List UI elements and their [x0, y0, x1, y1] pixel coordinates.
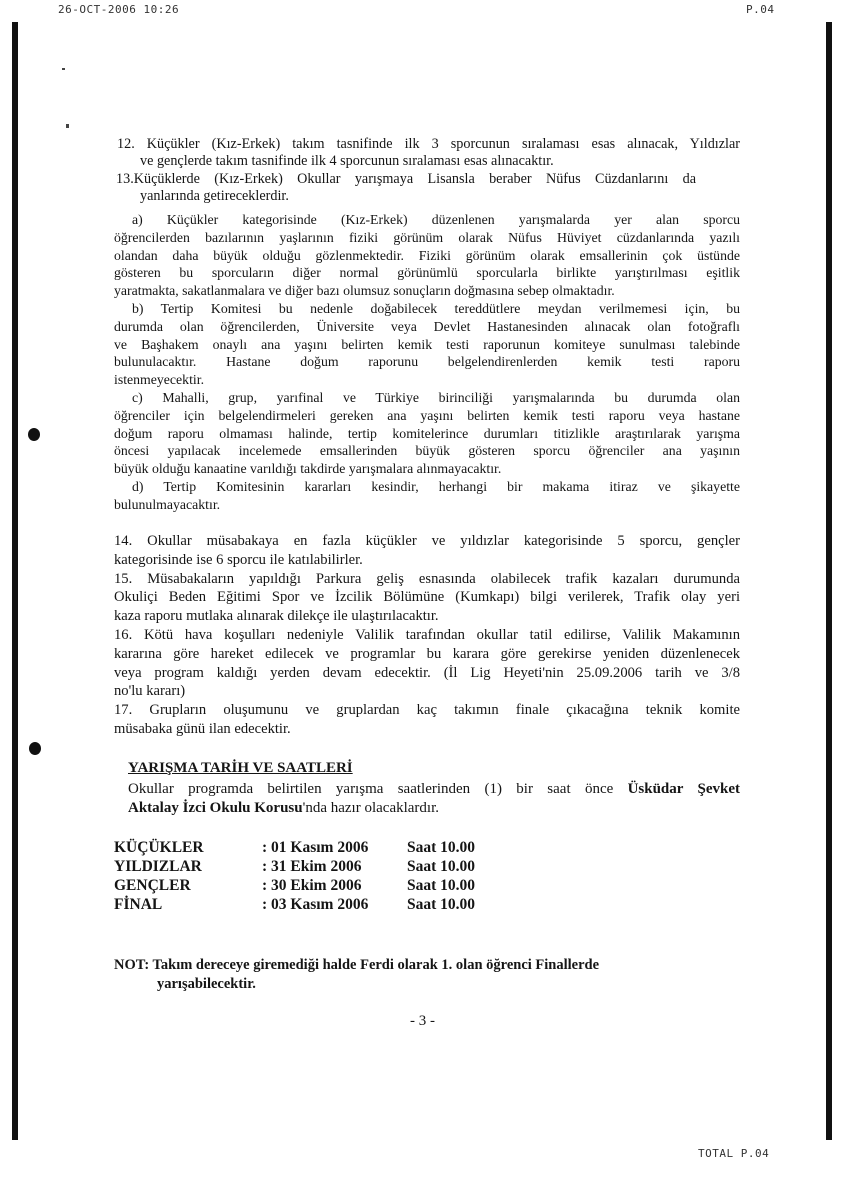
note: [114, 956, 754, 994]
schedule-time: Saat 10.00: [407, 839, 476, 856]
item-15-line-3: kaza raporu mutlaka alınarak dilekçe ile ulaştırılacaktır.: [114, 608, 439, 625]
para-a-line-3: olandan daha büyük olduğu gözlenmektedir. Fiziki görünüm olarak emsallerinin çok üstünde: [114, 247, 740, 263]
item-14-line-2: kategorisinde ise 6 sporcu ile katılabilirler.: [114, 551, 363, 568]
schedule-category: FİNAL: [114, 896, 163, 913]
schedule-category: KÜÇÜKLER: [114, 839, 204, 856]
item-12-line-2: ve gençlerde takım tasnifinde ilk 4 sporcunun sıralaması esas alınacaktır.: [140, 153, 554, 170]
punch-hole-top: [28, 428, 40, 441]
schedule-time: Saat 10.00: [407, 877, 476, 894]
page-number: - 3 -: [410, 1013, 435, 1029]
schedule-date: : 31 Ekim 2006: [262, 858, 362, 875]
schedule-table: [114, 838, 475, 914]
fax-footer: TOTAL P.04: [698, 1147, 770, 1160]
schedule-row: [114, 895, 475, 914]
right-scan-edge: [826, 22, 832, 1140]
note-line-2: yarışabilecektir.: [157, 976, 256, 992]
schedule-category: GENÇLER: [114, 877, 191, 894]
para-b-line-1: b) Tertip Komitesi bu nedenle doğabilecek tereddütlere meydan verilmemesi için, bu: [132, 300, 740, 316]
para-a-line-2: öğrencilerden bazılarının yaşlarının fiziki görünüm olarak Nüfus Hüviyet cüzdanlarında yazılı: [114, 229, 740, 245]
intro-location-1: Üsküdar Şevket: [627, 781, 740, 797]
items-12-13: [114, 136, 740, 206]
note-line-1: NOT: Takım dereceye giremediği halde Ferdi olarak 1. olan öğrenci Finallerde: [114, 957, 600, 973]
schedule-row: [114, 838, 475, 857]
intro-text: Okullar programda belirtilen yarışma saatlerinden (1) bir saat önce: [128, 781, 628, 797]
items-14-17: [114, 532, 740, 739]
item-16-line-4: no'lu kararı): [114, 683, 186, 700]
intro-line-2: [128, 799, 740, 818]
para-d-line-2: bulunulmayacaktır.: [114, 496, 221, 512]
item-13-line-2: yanlarında getireceklerdir.: [140, 188, 289, 205]
intro-location-2: Aktalay İzci Okulu Korusu: [128, 800, 303, 816]
schedule-row: [114, 857, 475, 876]
item-16-line-2: kararına göre hareket edilecek ve programlar bu karara göre gerekirse yeniden düzenlenecek: [114, 645, 740, 662]
item-15-line-1: 15. Müsabakaların yapıldığı Parkura geliş esnasında olabilecek trafik kazaları durumunda: [114, 570, 740, 587]
para-c-line-1: c) Mahalli, grup, yarıfinal ve Türkiye birinciliği yarışmalarında bu durumda olan: [132, 389, 740, 405]
schedule-row: [114, 876, 475, 895]
para-d-line-1: d) Tertip Komitesinin kararları kesindir, herhangi bir makama itiraz ve şikayette: [132, 478, 740, 494]
para-b-line-4: bulunulacaktır. Hastane doğum raporunu belgelendirenlerden kemik testi raporu: [114, 354, 740, 370]
schedule-date: : 03 Kasım 2006: [262, 896, 369, 913]
item-13-line-1: 13.Küçüklerde (Kız-Erkek) Okullar yarışmaya Lisansla beraber Nüfus Cüzdanlarını da: [116, 170, 696, 187]
fax-header-left: 26-OCT-2006 10:26: [58, 3, 180, 16]
para-c-line-5: büyük olduğu kanaatine varıldığı takdirde yarışmalara alınmayacaktır.: [114, 461, 502, 477]
fax-header-right: P.04: [746, 3, 775, 16]
para-b-line-3: ve Başhakem onaylı ana yaşını belirten kemik testi raporunun komiteye sunulması talebinde: [114, 336, 740, 352]
intro-line-1: [128, 780, 740, 799]
paragraphs-a-d: [114, 211, 740, 514]
intro-text-end: 'nda hazır olacaklardır.: [302, 800, 440, 816]
schedule-time: Saat 10.00: [407, 858, 476, 875]
speck-mark: [66, 124, 69, 128]
para-c-line-2: öğrenciler için belgelendirmeleri gereken ana yaşını belirten kemik testi raporu veya hastane: [114, 407, 740, 423]
punch-hole-bottom: [29, 742, 41, 755]
para-a-line-1: a) Küçükler kategorisinde (Kız-Erkek) düzenlenen yarışmalarda yer alan sporcu: [132, 212, 740, 227]
para-b-line-2: durumda olan öğrencilerden, Üniversite veya Devlet Hastanesinden alınacak olan fotoğraflı: [114, 318, 740, 334]
schedule-date: : 30 Ekim 2006: [262, 877, 362, 894]
schedule-category: YILDIZLAR: [114, 858, 202, 875]
item-16-line-3: veya program kaldığı yerden devam edecektir. (İl Lig Heyeti'nin 25.09.2006 tarih ve 3/8: [114, 664, 740, 681]
left-scan-edge: [12, 22, 18, 1140]
item-17-line-2: müsabaka günü ilan edecektir.: [114, 720, 291, 737]
para-c-line-4: öncesi yapılacak incelemede emsallerinden büyük gösteren sporcu öğrenciler ana yaşının: [114, 443, 740, 459]
item-16-line-1: 16. Kötü hava koşulları nedeniyle Valilik tarafından okullar tatil edilirse, Valilik Makamının: [114, 626, 740, 643]
schedule-intro: [128, 780, 740, 818]
item-12-line-1: 12. Küçükler (Kız-Erkek) takım tasnifinde ilk 3 sporcunun sıralaması esas alınacak, Yıldızlar: [117, 136, 740, 152]
schedule-heading: YARIŞMA TARİH VE SAATLERİ: [128, 760, 353, 776]
item-15-line-2: Okuliçi Beden Eğitimi Spor ve İzcilik Bölümüne (Kumkapı) bilgi verilerek, Trafik olay yeri: [114, 589, 740, 606]
speck-mark: [62, 68, 65, 70]
item-14-line-1: 14. Okullar müsabakaya en fazla küçükler ve yıldızlar kategorisinde 5 sporcu, gençler: [114, 533, 740, 549]
para-c-line-3: doğum raporu olmaması halinde, tertip komitelerince durumları titizlikle araştırılarak yarışma: [114, 425, 740, 441]
para-a-line-4: gösteren bu sporcuların diğer normal görünümlü sporcularla birlikte yarıştırılması eşitlik: [114, 265, 740, 281]
schedule-date: : 01 Kasım 2006: [262, 839, 369, 856]
para-a-line-5: yaratmakta, sakatlanmalara ve diğer bazı olumsuz sonuçların doğmasına sebep olmaktadır.: [114, 283, 615, 299]
item-17-line-1: 17. Grupların oluşumunu ve gruplardan kaç takımın finale çıkacağına teknik komite: [114, 702, 740, 719]
para-b-line-5: istenmeyecektir.: [114, 372, 205, 388]
schedule-time: Saat 10.00: [407, 896, 476, 913]
